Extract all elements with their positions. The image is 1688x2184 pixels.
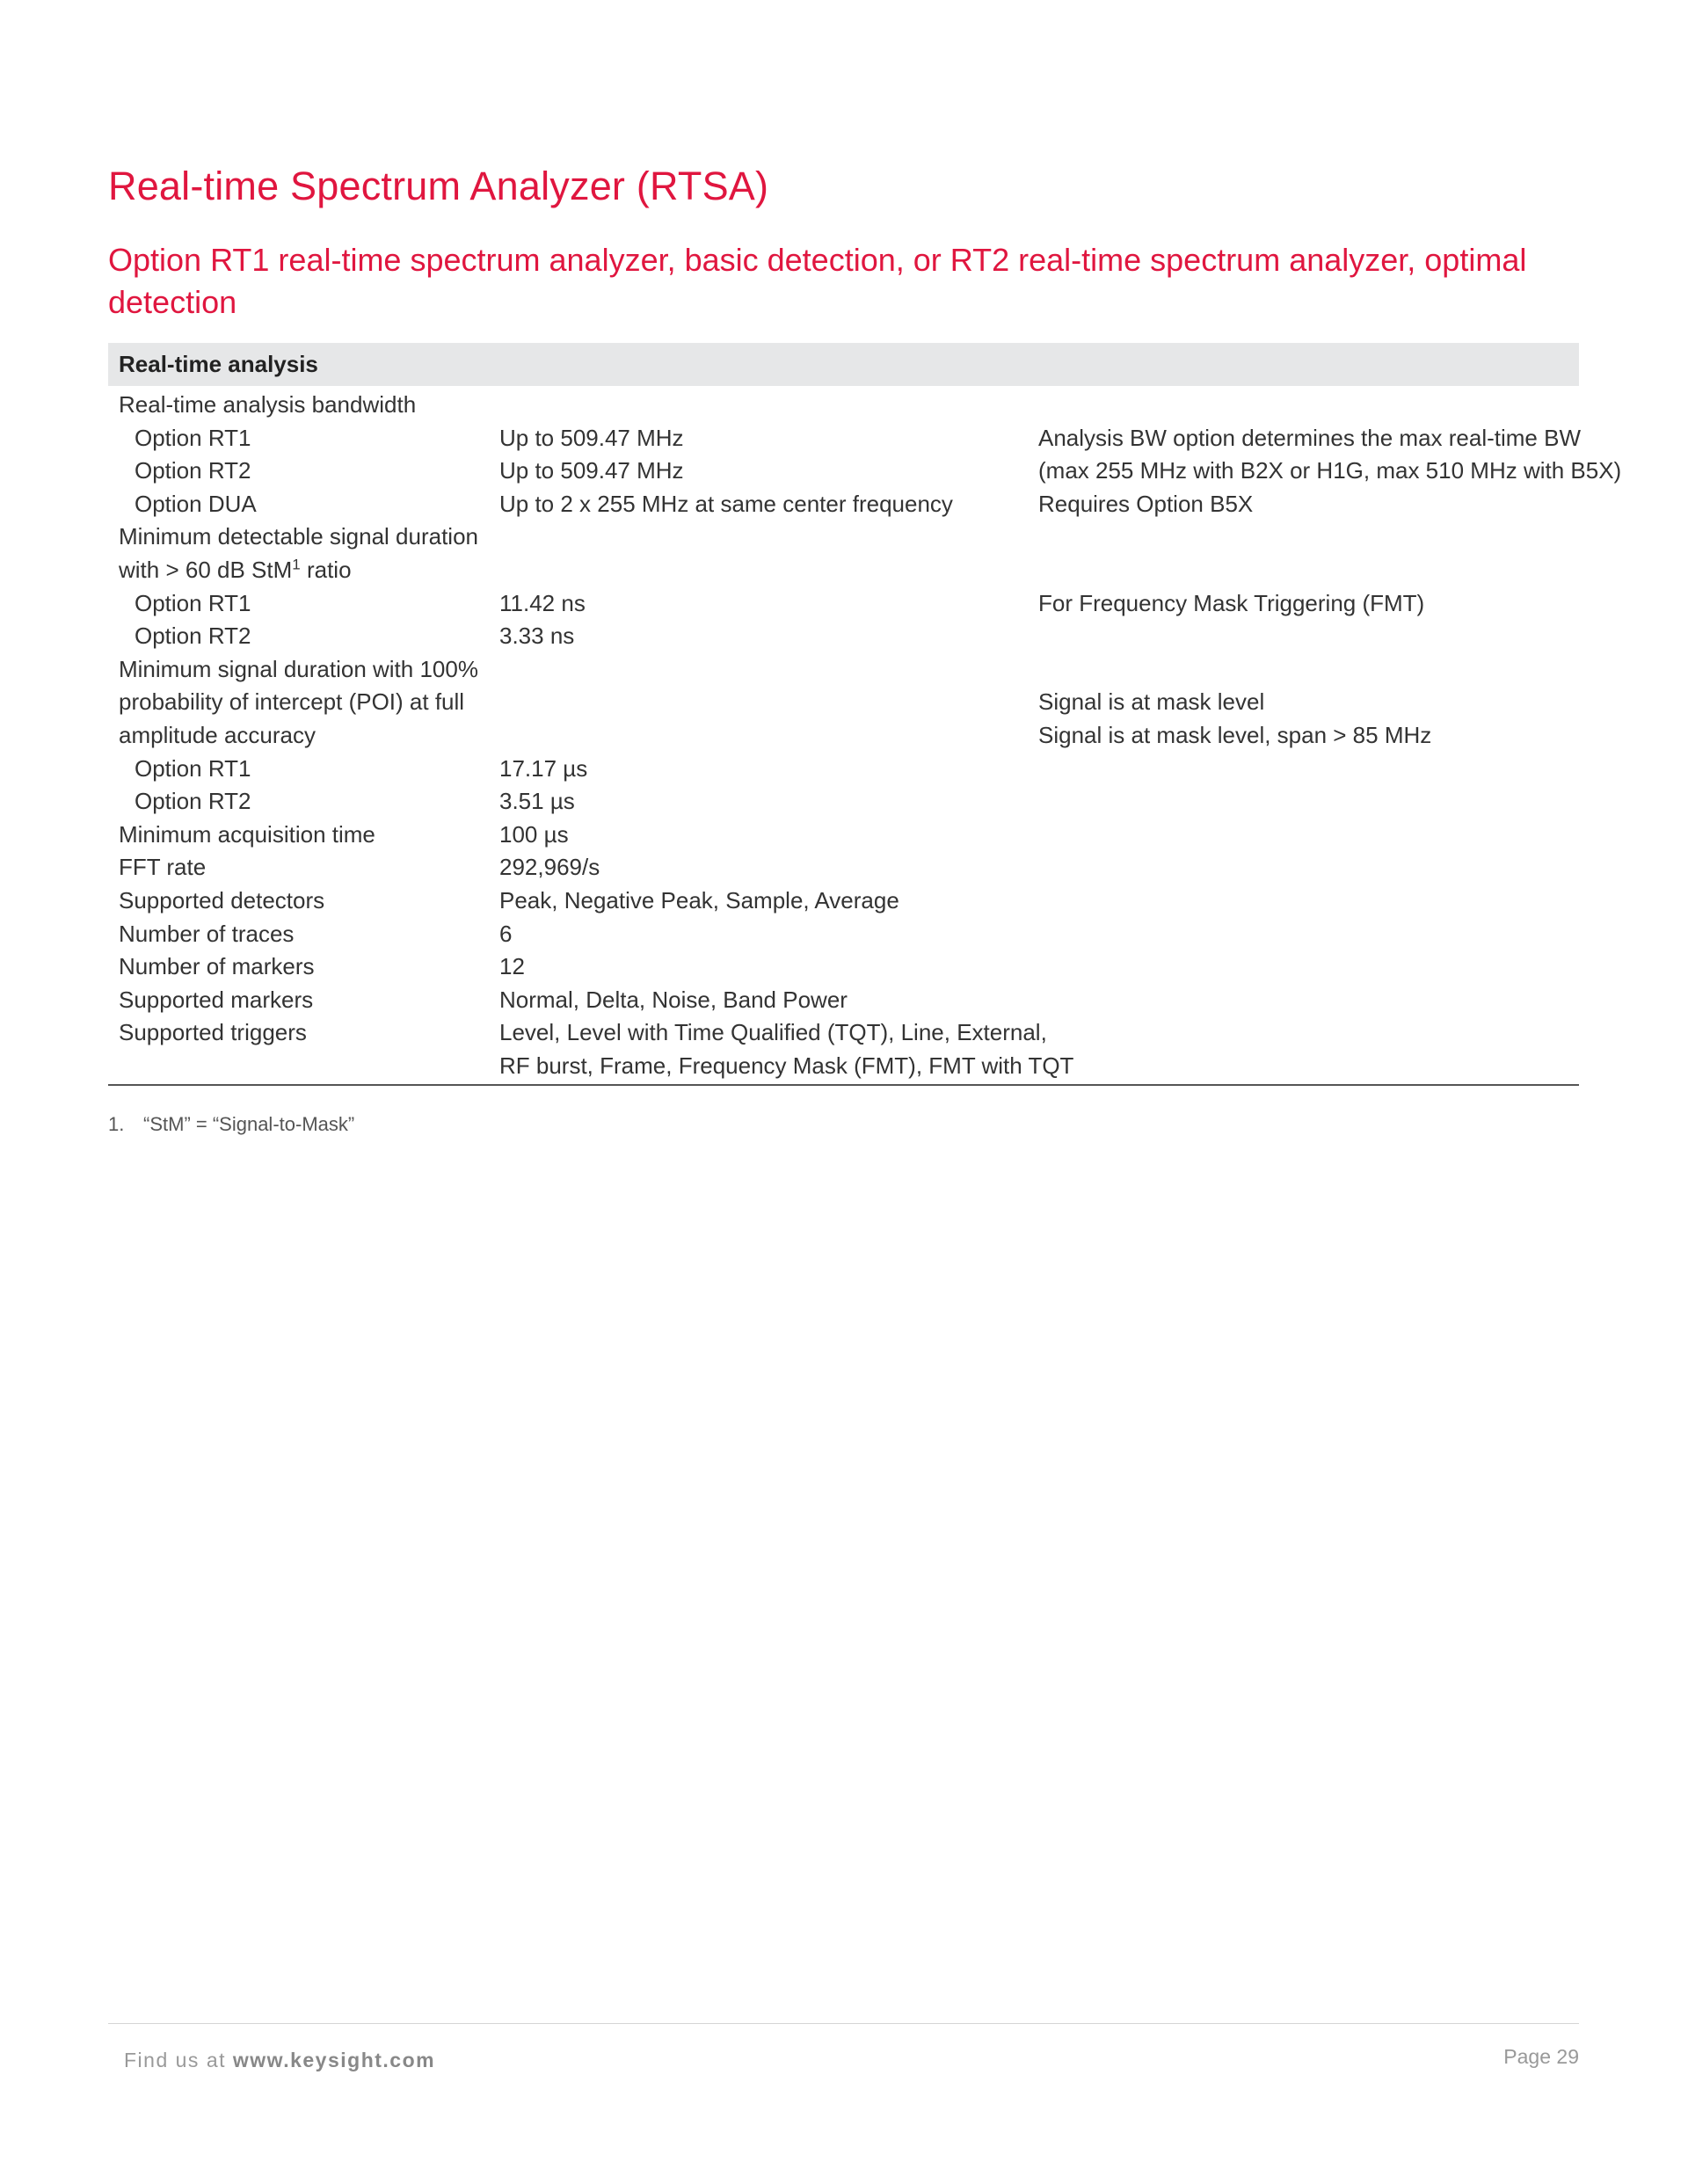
row-note: Signal is at mask level, span > 85 MHz [1038, 721, 1432, 748]
row-note: Requires Option B5X [1038, 490, 1254, 517]
row-value: 3.51 µs [499, 788, 575, 815]
table-row [108, 719, 1579, 753]
row-value: Up to 509.47 MHz [499, 424, 684, 451]
row-value: Normal, Delta, Noise, Band Power [499, 986, 848, 1013]
row-label: Minimum detectable signal duration [119, 523, 478, 550]
footer-prefix: Find us at [124, 2049, 233, 2071]
row-label: FFT rate [119, 854, 207, 881]
table-row [108, 389, 1579, 422]
table-row [108, 785, 1579, 819]
row-note: For Frequency Mask Triggering (FMT) [1038, 589, 1425, 616]
table-row [108, 455, 1622, 488]
row-label: Option RT2 [135, 622, 251, 650]
table-row [108, 885, 1579, 918]
row-label: Real-time analysis bandwidth [119, 391, 417, 418]
footnote-text: “StM” = “Signal-to-Mask” [143, 1113, 355, 1135]
row-value: 17.17 µs [499, 754, 588, 782]
row-label: Supported triggers [119, 1019, 307, 1046]
table-section-header [108, 343, 1579, 386]
row-value: Up to 509.47 MHz [499, 457, 684, 484]
footnote [108, 1111, 354, 1138]
table-row [108, 950, 1579, 984]
table-row [108, 819, 1579, 852]
row-value: 12 [499, 953, 525, 980]
row-label: Number of traces [119, 920, 295, 947]
row-label: Option RT2 [135, 788, 251, 815]
table-row [108, 984, 1579, 1017]
section-subtitle: Option RT1 real-time spectrum analyzer, basic detection, or RT2 real-time spectrum analyzer, optimal detection [108, 242, 1527, 320]
row-value: 11.42 ns [499, 589, 586, 616]
table-row [108, 753, 1579, 786]
table-row [108, 488, 1579, 521]
row-value: 3.33 ns [499, 622, 575, 650]
row-value: Up to 2 x 255 MHz at same center frequency [499, 490, 953, 517]
row-label: Option DUA [135, 490, 257, 517]
row-label: Minimum acquisition time [119, 820, 375, 848]
row-label: Option RT1 [135, 754, 251, 782]
row-note: (max 255 MHz with B2X or H1G, max 510 MHz with B5X) [1038, 457, 1622, 484]
row-label: probability of intercept (POI) at full [119, 688, 465, 716]
footer-contact [124, 2049, 435, 2072]
table-row [108, 587, 1579, 621]
row-label: Option RT1 [135, 424, 251, 451]
row-label: Option RT2 [135, 457, 251, 484]
row-value: RF burst, Frame, Frequency Mask (FMT), FMT with TQT [499, 1052, 1074, 1079]
page-number: Page 29 [1503, 2045, 1579, 2068]
table-row [108, 521, 1579, 554]
table-row [108, 620, 1579, 653]
section-header-label: Real-time analysis [119, 351, 318, 377]
spec-table [108, 389, 1622, 1086]
footnote-ref: 1 [292, 556, 301, 573]
table-row [108, 918, 1579, 951]
footnote-number: 1. [108, 1113, 125, 1135]
table-row [108, 653, 1579, 687]
footer-url-link[interactable]: www.keysight.com [232, 2049, 436, 2071]
row-value: 6 [499, 920, 513, 947]
row-label: Minimum signal duration with 100% [119, 655, 478, 682]
table-row [108, 1050, 1579, 1083]
footer-divider [108, 2023, 1579, 2024]
row-label: Supported markers [119, 986, 314, 1013]
table-row [108, 554, 1579, 587]
row-value: Peak, Negative Peak, Sample, Average [499, 886, 899, 914]
row-note: Signal is at mask level [1038, 688, 1265, 716]
page-title: Real-time Spectrum Analyzer (RTSA) [108, 164, 769, 208]
row-label [119, 554, 352, 587]
table-row [108, 422, 1579, 455]
row-label-text: with > 60 dB StM [119, 556, 293, 583]
table-row [108, 851, 1579, 885]
row-label: Supported detectors [119, 886, 325, 914]
row-note: Analysis BW option determines the max real-time BW [1038, 424, 1581, 451]
row-label: amplitude accuracy [119, 721, 316, 748]
table-row [108, 1016, 1579, 1050]
row-value: 292,969/s [499, 854, 600, 881]
table-row [108, 686, 1579, 719]
row-label-suffix: ratio [300, 556, 352, 583]
row-value: 100 µs [499, 820, 569, 848]
row-label: Option RT1 [135, 589, 251, 616]
row-label: Number of markers [119, 953, 315, 980]
row-value: Level, Level with Time Qualified (TQT), Line, External, [499, 1019, 1047, 1046]
